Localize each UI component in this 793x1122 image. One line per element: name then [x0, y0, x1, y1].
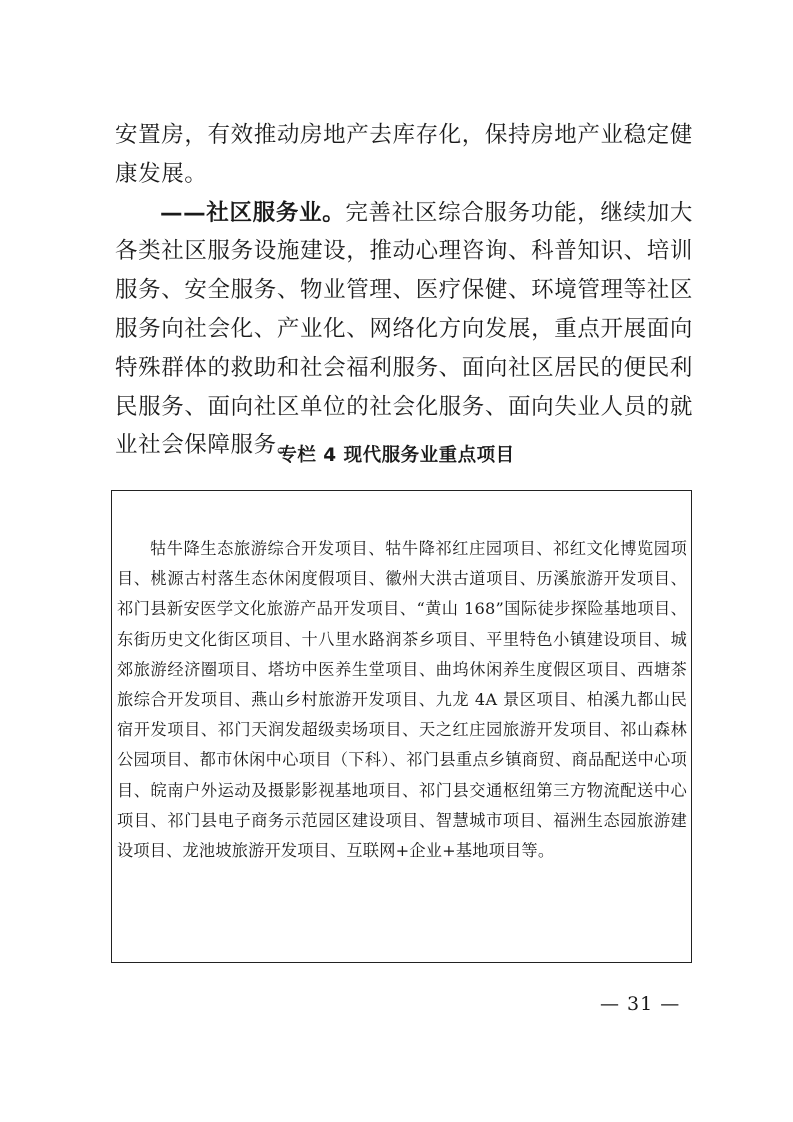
section-heading-community-services: ——社区服务业。: [160, 199, 346, 226]
project-list-text: 牯牛降生态旅游综合开发项目、牯牛降祁红庄园项目、祁红文化博览园项目、桃源古村落生态休闲度假项目、徽州大洪古道项目、历溪旅游开发项目、祁门县新安医学文化旅游产品开发项目、“黄山 168”国际徒步探险基地项目、东街历史文化街区项目、十八里水路润茶乡项目、平里特色小镇建设项目、城郊旅游经济圈项目、塔坊中医养生堂项目、曲坞休闲养生度假区项目、西塘茶旅综合开发项目、燕山乡村旅游开发项目、九龙 4A 景区项目、柏溪九都山民宿开发项目、祁门天润发超级卖场项目、天之红庄园旅游开发项目、祁山森林公园项目、都市休闲中心项目（下科）、祁门县重点乡镇商贸、商品配送中心项目、皖南户外运动及摄影影视基地项目、祁门县交通枢纽第三方物流配送中心项目、祁门县电子商务示范园区建设项目、智慧城市项目、福洲生态园旅游建设项目、龙池坡旅游开发项目、互联网+企业+基地项目等。: [117, 539, 687, 861]
paragraph-housing: 安置房，有效推动房地产去库存化，保持房地产业稳定健康发展。: [115, 122, 693, 187]
paragraph-community-services-text: 完善社区综合服务功能，继续加大各类社区服务设施建设，推动心理咨询、科普知识、培训服务、安全服务、物业管理、医疗保健、环境管理等社区服务向社会化、产业化、网络化方向发展，重点开展面向特殊群体的救助和社会福利服务、面向社区居民的便民利民服务、面向社区单位的社会化服务、面向失业人员的就业社会保障服务。: [115, 199, 693, 459]
box-title: 专栏 4 现代服务业重点项目: [278, 445, 515, 466]
paragraph-community-services: [115, 194, 693, 466]
body-text: [115, 116, 693, 465]
page-number: — 31 —: [600, 993, 681, 1015]
